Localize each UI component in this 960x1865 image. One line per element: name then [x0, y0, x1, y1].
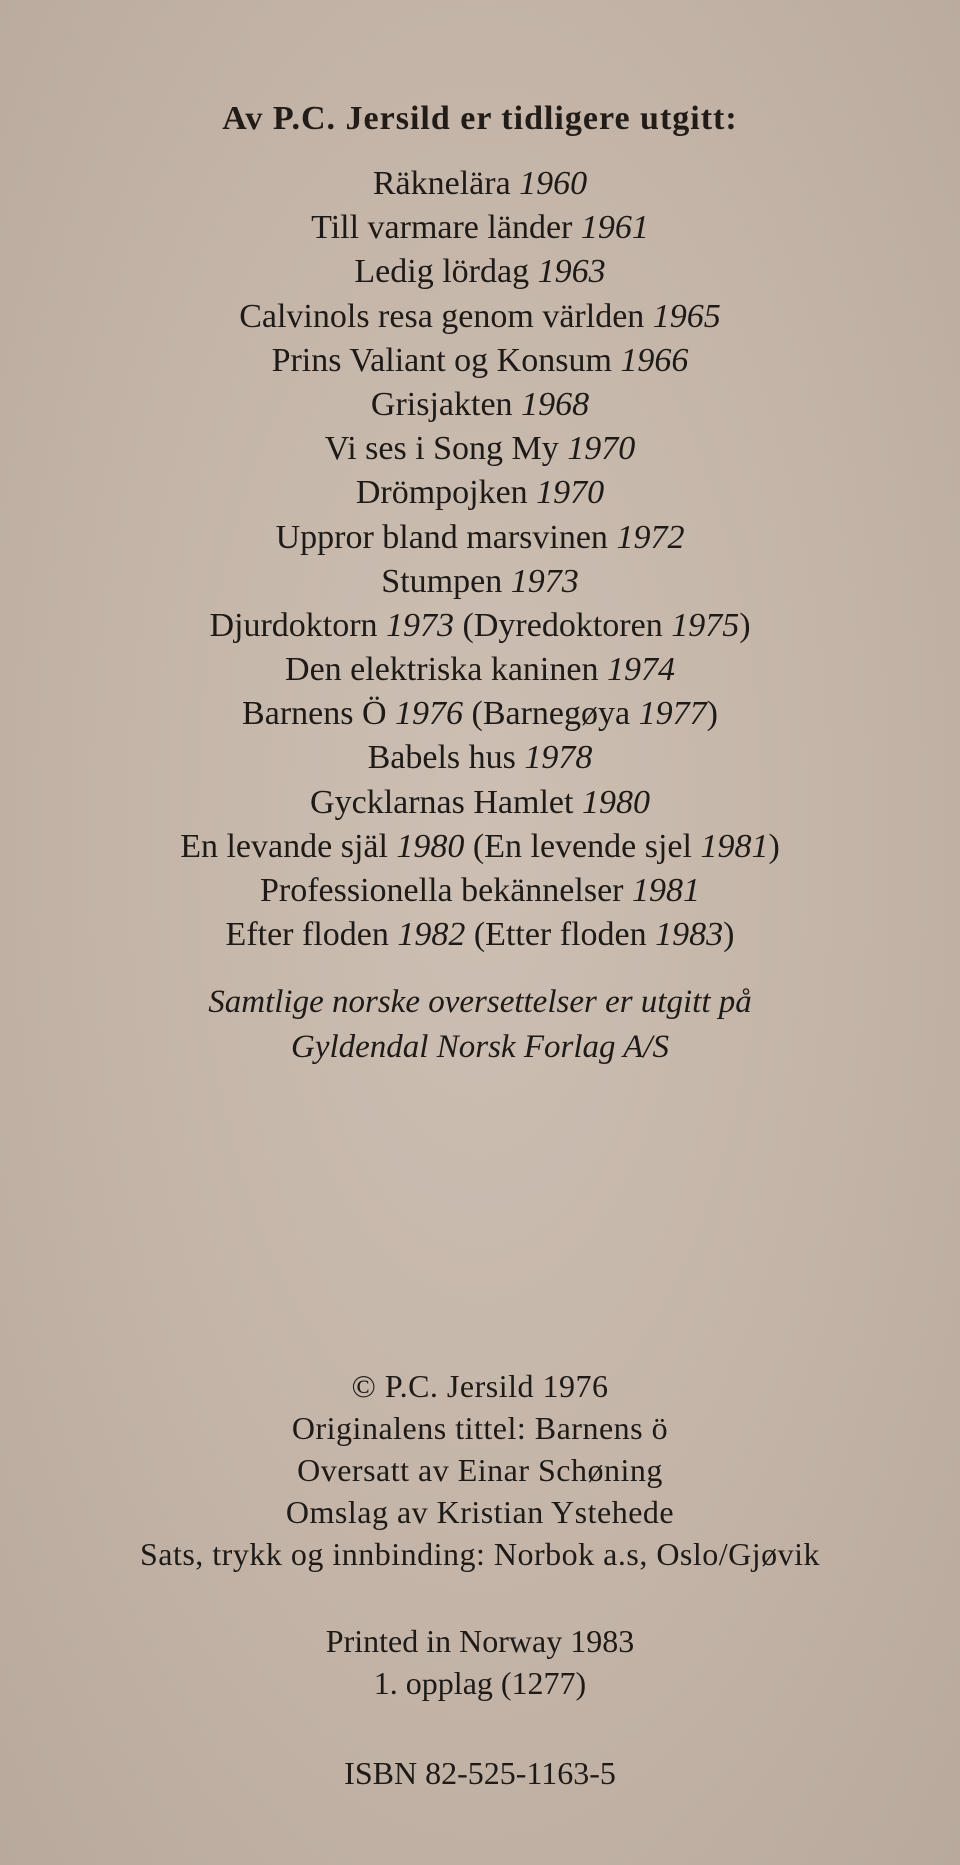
bibliography-heading: Av P.C. Jersild er tidligere utgitt:	[222, 100, 738, 137]
translator-line: Oversatt av Einar Schøning	[297, 1452, 663, 1488]
isbn-line: ISBN 82-525-1163-5	[344, 1755, 616, 1791]
original-title-line: Originalens tittel: Barnens ö	[291, 1410, 669, 1446]
copyright-line: © P.C. Jersild 1976	[351, 1368, 609, 1404]
production-line: Sats, trykk og innbinding: Norbok a.s, Oslo/Gjøvik	[139, 1536, 821, 1572]
translation-note-line: Samtlige norske oversettelser er utgitt på	[208, 984, 752, 1020]
book-entry: Prins Valiant og Konsum 1966	[271, 341, 689, 379]
book-entry: Vi ses i Song My 1970	[324, 430, 636, 468]
book-entry: En levande själ 1980 (En levende sjel 1981)	[180, 827, 780, 865]
book-entry: Gycklarnas Hamlet 1980	[310, 783, 650, 821]
book-entry: Ledig lördag 1963	[354, 253, 606, 291]
book-entry: Till varmare länder 1961	[311, 209, 649, 247]
publisher-line: Gyldendal Norsk Forlag A/S	[291, 1029, 669, 1065]
book-entry: Räknelära 1960	[372, 165, 588, 202]
book-entry: Drömpojken 1970	[355, 474, 605, 512]
book-entry: Babels hus 1978	[367, 739, 593, 777]
printed-in-line: Printed in Norway 1983	[325, 1623, 635, 1659]
translation-note	[0, 980, 960, 1070]
book-entry: Stumpen 1973	[381, 562, 579, 600]
book-entry: Djurdoktorn 1973 (Dyredoktoren 1975)	[209, 606, 751, 644]
book-entry: Den elektriska kaninen 1974	[285, 651, 675, 689]
book-entry: Uppror bland marsvinen 1972	[275, 518, 685, 556]
printing-info	[0, 1620, 960, 1704]
book-entry: Efter floden 1982 (Etter floden 1983)	[225, 916, 735, 954]
book-entry: Grisjakten 1968	[370, 385, 590, 423]
imprint-block	[0, 1365, 960, 1575]
bibliography-list	[0, 162, 960, 957]
edition-line: 1. opplag (1277)	[373, 1665, 587, 1701]
book-entry: Barnens Ö 1976 (Barnegøya 1977)	[242, 695, 718, 733]
cover-credit-line: Omslag av Kristian Ystehede	[285, 1494, 675, 1530]
book-entry: Calvinols resa genom världen 1965	[239, 297, 721, 335]
book-entry: Professionella bekännelser 1981	[260, 872, 700, 909]
